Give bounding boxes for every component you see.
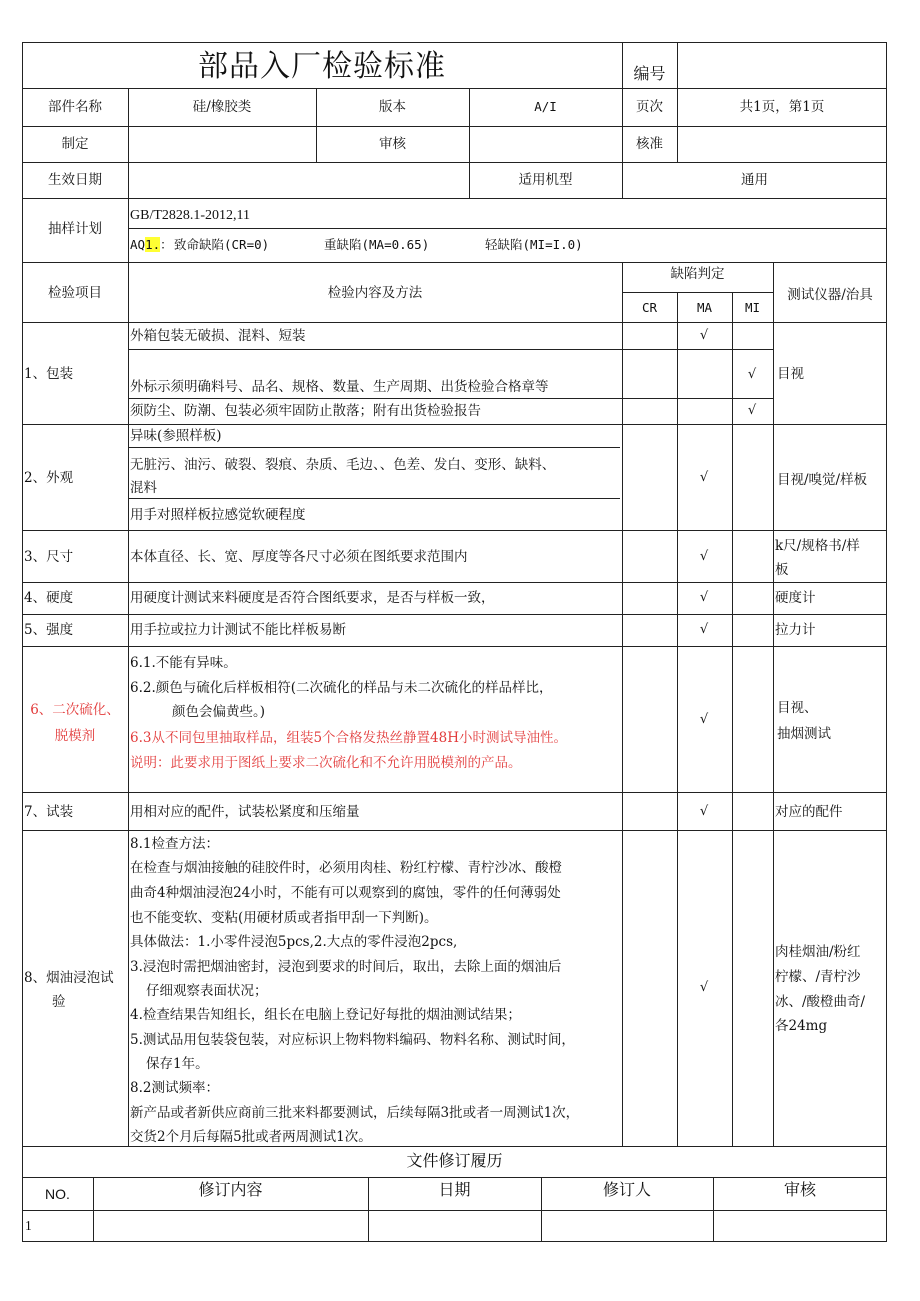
- page-value: 共1页，第1页: [739, 99, 825, 115]
- model-value: 通用: [741, 172, 768, 188]
- col-ma: MA: [696, 300, 713, 315]
- approve-label: 核准: [636, 136, 663, 152]
- assembly-line-1: 用相对应的配件，试装松紧度和压缩量: [130, 804, 360, 820]
- item-hardness-name: 4、硬度: [24, 590, 74, 606]
- appearance-line-3: 混料: [130, 480, 157, 496]
- cr-level: 致命缺陷(CR=0): [174, 237, 270, 252]
- vulcanize-red-line-2: 说明：此要求用于图纸上要求二次硫化和不允许用脱模剂的产品。: [130, 755, 522, 771]
- strength-tool: 拉力计: [775, 622, 816, 638]
- mi-level: 轻缺陷(MI=I.0): [485, 237, 583, 252]
- appearance-line-1: 异味(参照样板): [130, 428, 222, 444]
- item-packing-name: 1、包装: [24, 366, 74, 382]
- soak-line-12: 新产品或者新供应商前三批来料都要测试，后续每隔3批或者一周测试1次，: [130, 1105, 580, 1121]
- vulcanize-red-line-1: 6.3从不同包里抽取样品，组装5个合格发热丝静置48H小时测试导油性。: [130, 730, 568, 746]
- review-label: 审核: [379, 136, 406, 152]
- soak-tool-1: 肉桂烟油/粉红: [775, 944, 861, 960]
- appearance-line-4: 用手对照样板拉感觉软硬程度: [130, 507, 306, 523]
- model-label: 适用机型: [518, 172, 573, 188]
- soak-ma-check: √: [699, 980, 709, 995]
- made-label: 制定: [61, 136, 89, 152]
- soak-line-13: 交货2个月后每隔5批或者两周测试1次。: [130, 1129, 372, 1145]
- revision-title: 文件修订履历: [406, 1151, 503, 1170]
- sampling-label: 抽样计划: [48, 221, 102, 237]
- aql-line: AQ1.：: [130, 237, 173, 252]
- document-title: 部品入厂检验标准: [198, 49, 446, 84]
- col-defect-judgement: 缺陷判定: [670, 266, 725, 282]
- hardness-ma-check: √: [699, 590, 709, 605]
- soak-line-11: 8.2测试频率：: [130, 1080, 219, 1096]
- col-inspection-item: 检验项目: [48, 285, 102, 301]
- col-cr: CR: [641, 300, 658, 315]
- packing-line-3: 须防尘、防潮、包装必须牢固防止散落；附有出货检验报告: [130, 403, 481, 419]
- item-strength-name: 5、强度: [24, 622, 74, 638]
- size-line-1: 本体直径、长、宽、厚度等各尺寸必须在图纸要求范围内: [130, 549, 468, 565]
- packing-1-ma-check: √: [699, 328, 709, 343]
- revision-row-1-no: 1: [25, 1218, 32, 1233]
- soak-line-6: 3.浸泡时需把烟油密封，浸泡到要求的时间后，取出，去除上面的烟油后: [130, 959, 562, 975]
- vulcanize-line-2: 6.2.颜色与硫化后样板相符(二次硫化的样品与未二次硫化的样品样比，: [130, 680, 553, 696]
- effective-date-label: 生效日期: [48, 172, 102, 188]
- packing-line-2: 外标示须明确料号、品名、规格、数量、生产周期、出货检验合格章等: [130, 379, 549, 395]
- item-soak-name-2: 验: [52, 994, 66, 1010]
- vulcanize-tool-2: 抽烟测试: [777, 726, 831, 742]
- item-appearance-name: 2、外观: [24, 470, 74, 486]
- aql-highlight: 1.: [145, 237, 161, 252]
- col-method: 检验内容及方法: [327, 285, 423, 301]
- item-size-name: 3、尺寸: [24, 549, 74, 565]
- revision-no-header: NO.: [45, 1186, 70, 1202]
- part-name-value: 硅/橡胶类: [192, 99, 252, 115]
- vulcanize-line-3: 颜色会偏黄些。): [172, 704, 266, 720]
- soak-line-4: 也不能变软、变粘(用硬材质或者指甲刮一下判断)。: [130, 910, 438, 926]
- revision-reviser-header: 修订人: [602, 1180, 651, 1199]
- version-value: A/I: [534, 99, 557, 114]
- soak-line-1: 8.1检查方法：: [130, 836, 219, 852]
- inspection-standard-sheet: [22, 42, 887, 1242]
- part-name-label: 部件名称: [48, 99, 102, 115]
- item-soak-name-1: 8、烟油浸泡试: [24, 970, 114, 986]
- soak-tool-2: 柠檬、/青柠沙: [775, 969, 861, 985]
- ma-level: 重缺陷(MA=0.65): [324, 237, 430, 252]
- vulcanize-ma-check: √: [699, 712, 709, 727]
- size-tool-1: k尺/规格书/样: [775, 538, 860, 554]
- soak-tool-3: 冰、/酸橙曲奇/: [775, 994, 866, 1010]
- soak-line-2: 在检查与烟油接触的硅胶件时，必须用肉桂、粉红柠檬、青柠沙冰、酸橙: [130, 860, 562, 876]
- col-tool: 测试仪器/治具: [787, 287, 873, 303]
- assembly-ma-check: √: [699, 804, 709, 819]
- packing-2-mi-check: √: [747, 367, 757, 382]
- appearance-line-2: 无脏污、油污、破裂、裂痕、杂质、毛边、、色差、发白、变形、缺料、: [130, 457, 556, 473]
- sampling-standard: GB/T2828.1-2012,11: [130, 208, 251, 223]
- soak-line-10: 保存1年。: [146, 1056, 209, 1072]
- hardness-tool: 硬度计: [775, 590, 816, 606]
- item-assembly-name: 7、试装: [24, 804, 74, 820]
- strength-ma-check: √: [699, 622, 709, 637]
- vulcanize-line-1: 6.1.不能有异味。: [130, 655, 237, 671]
- revision-review-header: 审核: [783, 1180, 816, 1199]
- col-mi: MI: [744, 300, 761, 315]
- code-label: 编号: [633, 64, 666, 83]
- revision-date-header: 日期: [438, 1180, 471, 1199]
- hardness-line-1: 用硬度计测试来料硬度是否符合图纸要求，是否与样板一致，: [130, 590, 495, 606]
- revision-content-header: 修订内容: [198, 1180, 263, 1199]
- assembly-tool: 对应的配件: [775, 804, 843, 820]
- vulcanize-tool-1: 目视、: [777, 700, 818, 716]
- page-label: 页次: [636, 99, 663, 115]
- soak-line-9: 5.测试品用包装袋包装，对应标识上物料物料编码、物料名称、测试时间，: [130, 1032, 575, 1048]
- strength-line-1: 用手拉或拉力计测试不能比样板易断: [130, 622, 346, 638]
- packing-line-1: 外箱包装无破损、混料、短装: [130, 328, 306, 344]
- packing-3-mi-check: √: [747, 403, 757, 418]
- size-tool-2: 板: [775, 562, 789, 578]
- version-label: 版本: [379, 99, 406, 115]
- appearance-tool: 目视/嗅觉/样板: [777, 472, 868, 488]
- item-vulcanize-name-1: 6、二次硫化、: [30, 702, 120, 718]
- appearance-ma-check: √: [699, 470, 709, 485]
- soak-line-8: 4.检查结果告知组长，组长在电脑上登记好每批的烟油测试结果；: [130, 1007, 521, 1023]
- packing-tool: 目视: [777, 366, 804, 382]
- item-vulcanize-name-2: 脱模剂: [54, 728, 96, 744]
- soak-line-3: 曲奇4种烟油浸泡24小时，不能有可以观察到的腐蚀，零件的任何薄弱处: [130, 885, 561, 901]
- soak-line-5: 具体做法：1.小零件浸泡5pcs,2.大点的零件浸泡2pcs,: [130, 934, 458, 950]
- soak-line-7: 仔细观察表面状况；: [146, 983, 268, 999]
- size-ma-check: √: [699, 549, 709, 564]
- soak-tool-4: 各24mg: [775, 1018, 828, 1034]
